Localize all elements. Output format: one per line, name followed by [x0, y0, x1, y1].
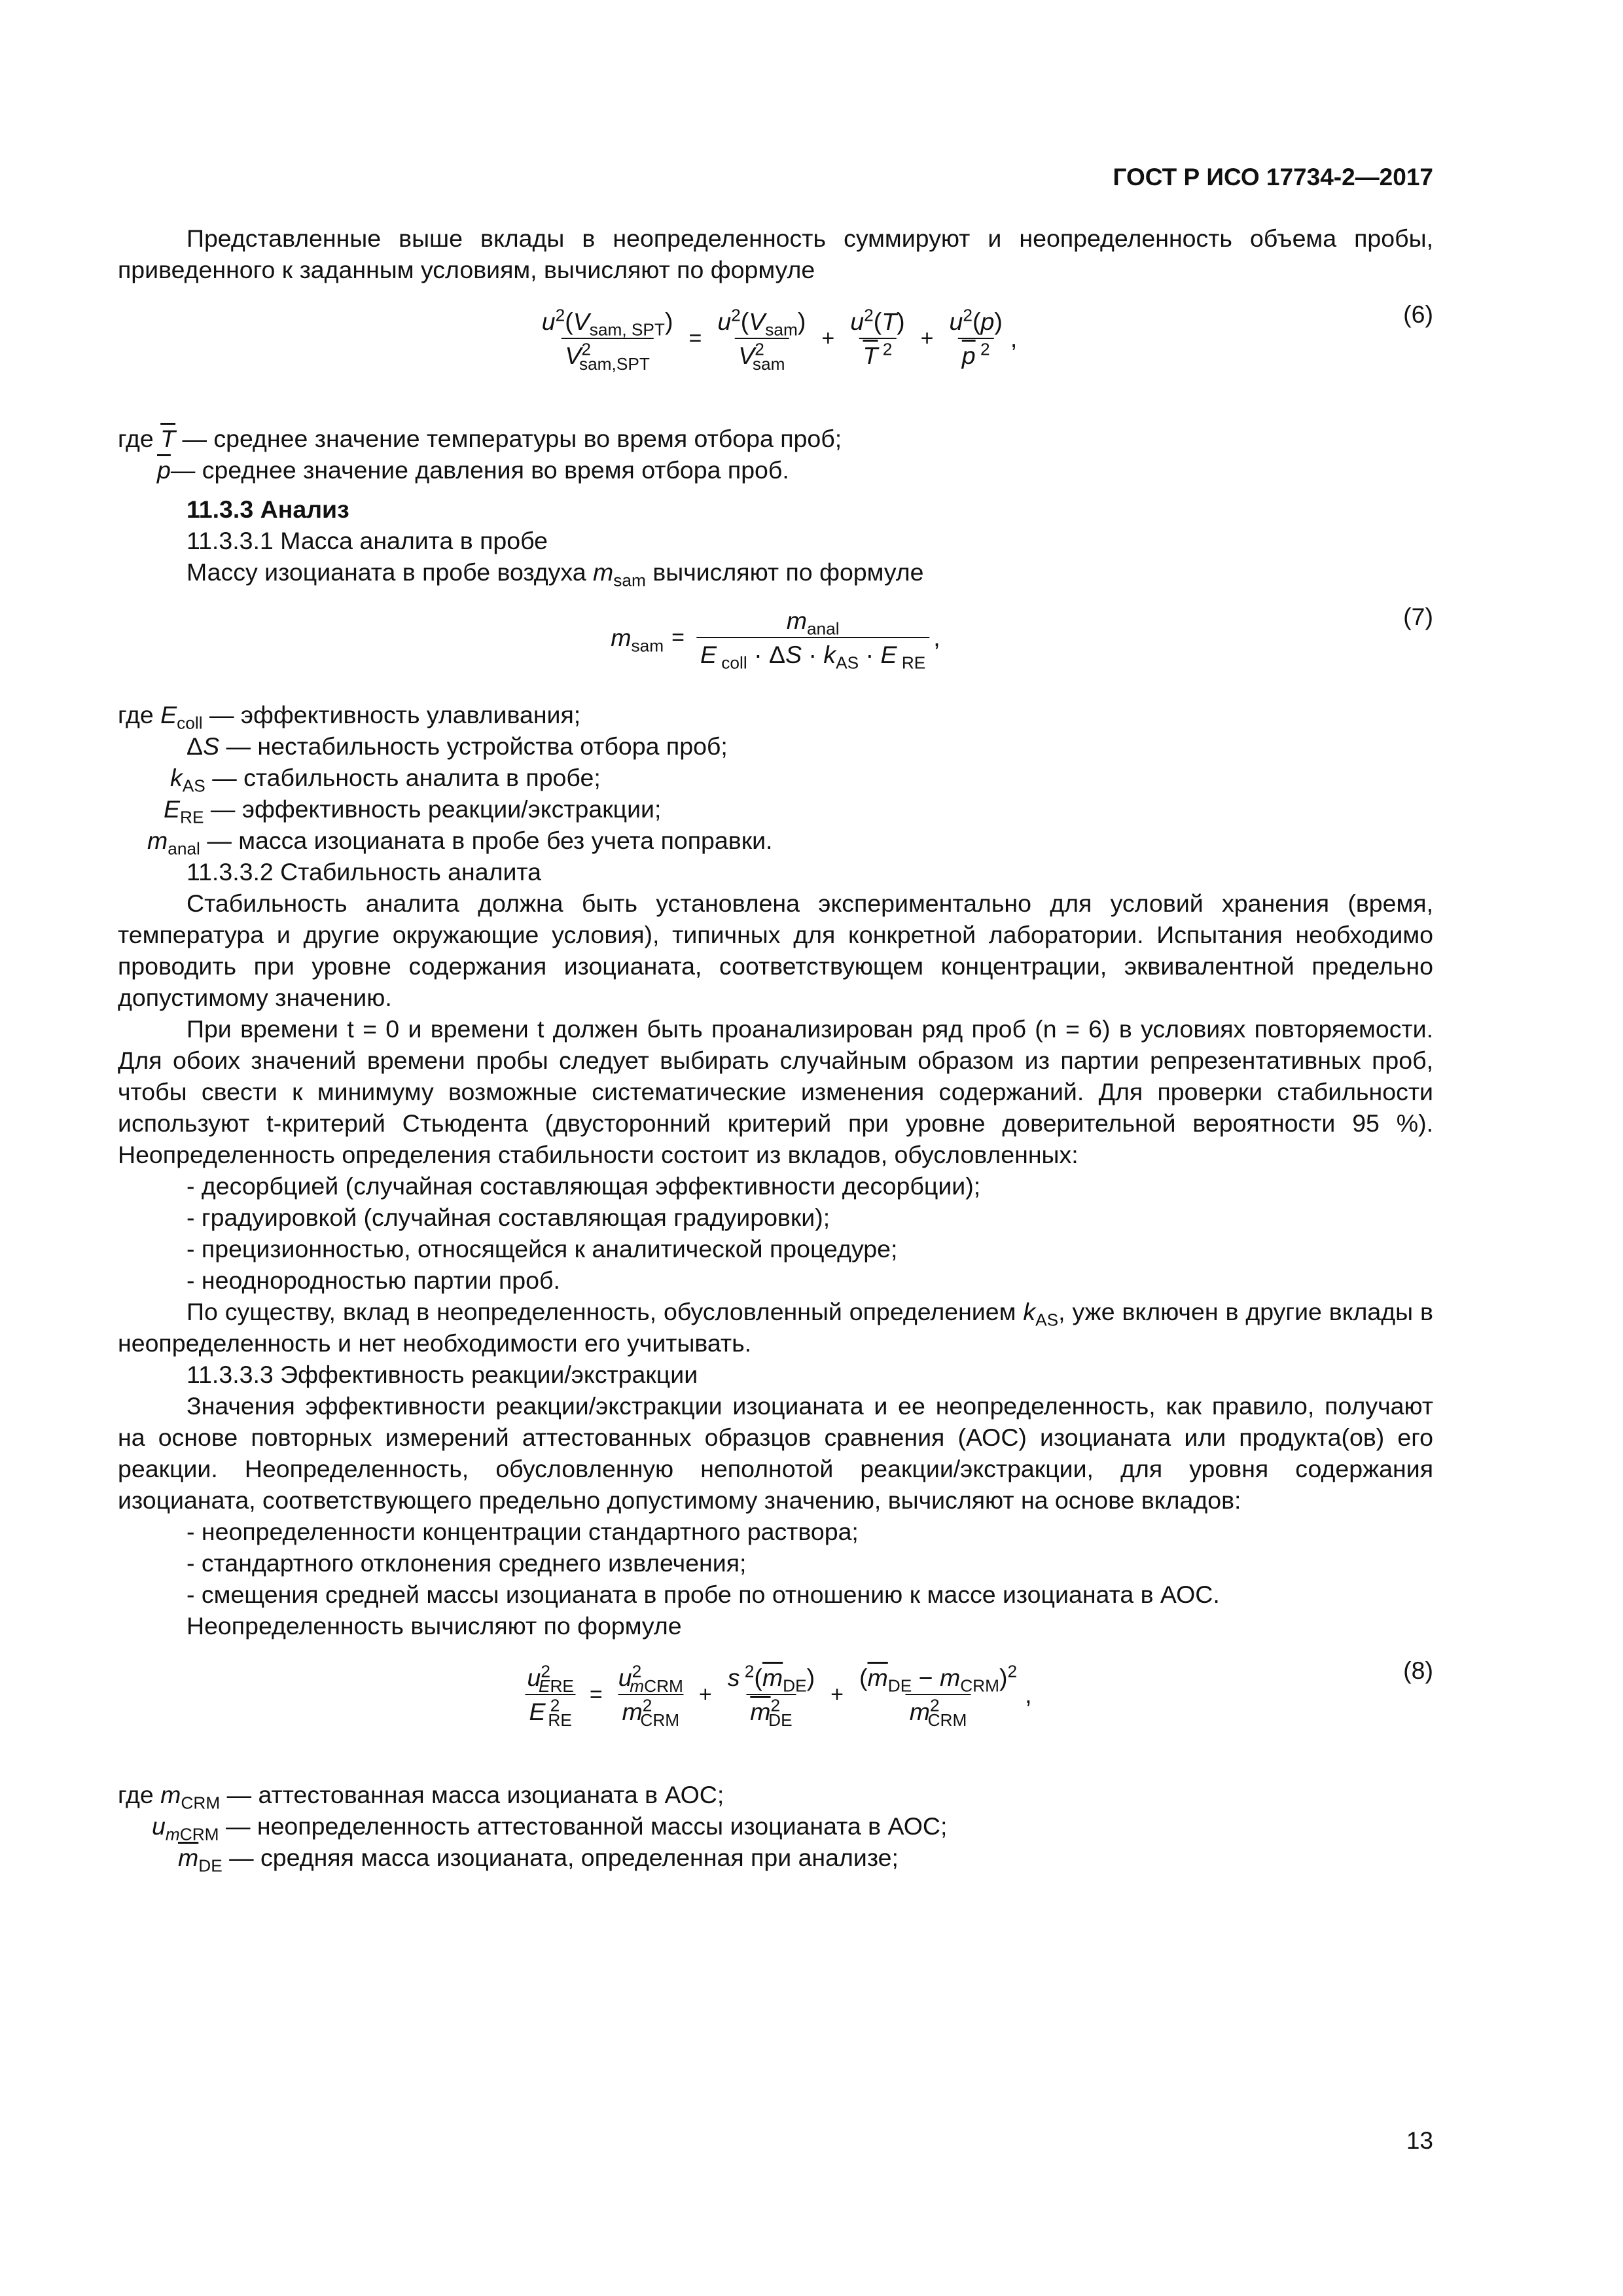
- list-item: - неопределенности концентрации стандартного раствора;: [187, 1518, 859, 1545]
- definition-row: $k_{AS}$ — стабильность аналита в пробе;: [170, 764, 601, 796]
- list-item: - градуировкой (случайная составляющая градуировки);: [187, 1204, 830, 1231]
- equation-8-number: (8): [1403, 1657, 1433, 1684]
- equation-6: [118, 298, 1433, 423]
- definition-row: $m_{anal}$ — масса изоцианата в пробе без учета поправки.: [147, 827, 773, 859]
- stability-list: [118, 1170, 1433, 1296]
- efficiency-list: [118, 1516, 1433, 1610]
- document-code: ГОСТ Р ИСО 17734-2—2017: [1113, 164, 1433, 190]
- efficiency-paragraph-2: Неопределенность вычисляют по формуле: [187, 1612, 682, 1640]
- stability-paragraph-3: По существу, вклад в неопределенность, обусловленный определением $k_{AS}$, уже включен в другие вклады в неопределенность и нет необходимости его учитывать.: [118, 1298, 1433, 1357]
- definition-row: где $\overline{T}$ — среднее значение температуры во время отбора проб;: [118, 425, 842, 452]
- list-item: - смещения средней массы изоцианата в пробе по отношению к массе изоцианата в АОС.: [187, 1581, 1220, 1608]
- definitions-eq7: [118, 699, 1433, 859]
- list-item: - стандартного отклонения среднего извлечения;: [187, 1549, 747, 1577]
- definition-row: $u_{mCRM}$ — неопределенность аттестованной массы изоцианата в АОС;: [152, 1812, 948, 1844]
- equation-7: [118, 601, 1433, 699]
- list-item: - прецизионностью, относящейся к аналитической процедуре;: [187, 1235, 898, 1263]
- equation-7-number: (7): [1403, 603, 1433, 630]
- efficiency-paragraph-1: Значения эффективности реакции/экстракции изоцианата и ее неопределенность, как правило, получают на основе повторных измерений аттестованных образцов сравнения (АОС) изоцианата или продукта(ов) его реакции. Неопределенность, обусловленную неполнотой реакции/экстракции, для уровня содержания изоцианата, соответствующего предельно допустимому значению, вычисляют на основе вкладов:: [118, 1392, 1433, 1514]
- equation-7-formula: $m_{sam}$ = $\frac{m_{anal}}{E _{coll} \cdot \Delta S \cdot k_{AS} \cdot E _{RE}}$ ,: [611, 607, 940, 673]
- list-item: - десорбцией (случайная составляющая эффективности десорбции);: [187, 1172, 981, 1200]
- definition-row: $\overline{m}_{DE}$ — средняя масса изоцианата, определенная при анализе;: [178, 1844, 899, 1876]
- stability-paragraph-1: Стабильность аналита должна быть установлена экспериментально для условий хранения (время, температура и другие окружающие условия), типичных для конкретной лаборатории. Испытания необходимо проводить при уровне содержания изоцианата, соответствующем концентрации, эквивалентной предельно допустимому значению.: [118, 889, 1433, 1011]
- stability-paragraph-2: При времени t = 0 и времени t должен быть проанализирован ряд проб (n = 6) в условиях повторяемости. Для обоих значений времени пробы следует выбирать случайным образом из партии репрезентативных проб, чтобы свести к минимуму возможные систематические изменения содержаний. Для проверки стабильности используют t-критерий Стьюдента (двусторонний критерий при уровне доверительной вероятности 95 %). Неопределенность определения стабильности состоит из вкладов, обусловленных:: [118, 1015, 1433, 1168]
- definition-row: $E_{RE}$ — эффективность реакции/экстракции;: [164, 795, 662, 827]
- mass-intro: Массу изоцианата в пробе воздуха $m_{sam}$ вычисляют по формуле: [187, 558, 924, 590]
- page-number: 13: [1406, 2127, 1433, 2154]
- definitions-eq6: [118, 423, 1433, 486]
- definition-row: $\overline{p}—$ среднее значение давления во время отбора проб.: [157, 456, 789, 484]
- subsection-11-3-3-1: 11.3.3.1 Масса аналита в пробе: [187, 527, 548, 554]
- subsection-11-3-3-2: 11.3.3.2 Стабильность аналита: [187, 858, 542, 886]
- definitions-eq8: [118, 1779, 1433, 1876]
- equation-8: [118, 1655, 1433, 1779]
- definition-row: где $m_{CRM}$ — аттестованная масса изоцианата в АОС;: [118, 1781, 724, 1813]
- equation-6-number: (6): [1403, 300, 1433, 328]
- section-heading-11-3-3: 11.3.3 Анализ: [187, 495, 349, 523]
- list-item: - неоднородностью партии проб.: [187, 1266, 560, 1294]
- definition-row: ΔS — нестабильность устройства отбора проб;: [187, 732, 728, 760]
- equation-6-formula: $\frac{u^2(V_{sam, SPT})}{V^2_{sam,SPT}}$ = $\frac{u^2(V_{sam})}{V^2_{sam}}$ + $\frac{u^2(T)}{\overline{T} ^2}$ + $\frac{u^2(p)}{\overline{p} ^2}$ ,: [541, 305, 1018, 374]
- definition-row: где $E_{coll}$ — эффективность улавливания;: [118, 701, 581, 733]
- subsection-11-3-3-3: 11.3.3.3 Эффективность реакции/экстракции: [187, 1361, 698, 1388]
- page-content: [118, 223, 1433, 1876]
- intro-paragraph: Представленные выше вклады в неопределенность суммируют и неопределенность объема пробы, приведенного к заданным условиям, вычисляют по формуле: [118, 224, 1433, 283]
- equation-8-formula: $\frac{u^2_{ERE}}{E ^2_{RE}}$ = $\frac{u^2_{mCRM}}{m^2_{CRM}}$ + $\frac{s ^2(\overline{m}_{DE})}{\overline{m}^2_{DE}}$ + $\frac{(\overline{m}_{DE} - m_{CRM})^2}{m^2_{CRM}}$ ,: [519, 1661, 1031, 1728]
